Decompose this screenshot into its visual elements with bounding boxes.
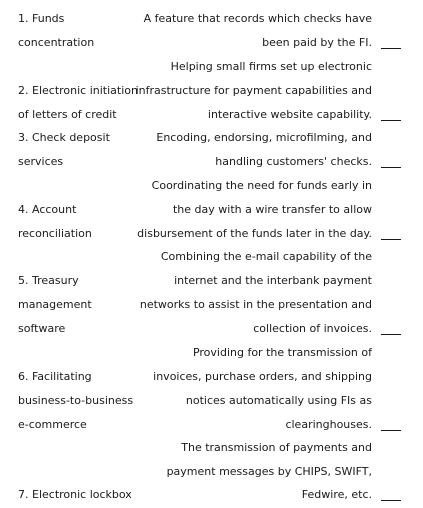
answer-blank[interactable] [381, 334, 401, 335]
description-6-line: invoices, purchase orders, and shipping [153, 370, 372, 383]
description-5-line: Combining the e-mail capability of the [160, 250, 372, 263]
term-5-line: software [18, 322, 66, 335]
description-2-line: interactive website capability. [207, 108, 372, 121]
description-2-line: Helping small firms set up electronic [170, 60, 372, 73]
description-4-line: Coordinating the need for funds early in [151, 179, 372, 192]
answer-blank[interactable] [381, 48, 401, 49]
description-6-line: Providing for the transmission of [192, 346, 372, 359]
term-3-line: services [18, 155, 64, 168]
answer-blank[interactable] [381, 167, 401, 168]
term-5-line: 5. Treasury [18, 274, 79, 287]
term-1-line: concentration [18, 36, 95, 49]
term-6-line: e-commerce [18, 418, 87, 431]
description-1-line: A feature that records which checks have [143, 12, 372, 25]
term-7-line: 7. Electronic lockbox [18, 488, 132, 501]
answer-blank[interactable] [381, 500, 401, 501]
description-5-line: networks to assist in the presentation and [139, 298, 372, 311]
answer-blank[interactable] [381, 120, 401, 121]
answer-blank[interactable] [381, 430, 401, 431]
term-6-line: 6. Facilitating [18, 370, 92, 383]
description-1-line: been paid by the FI. [262, 36, 372, 49]
term-2-line: 2. Electronic initiation [18, 84, 138, 97]
term-4-line: reconciliation [18, 227, 92, 240]
term-4-line: 4. Account [18, 203, 77, 216]
description-7-line: payment messages by CHIPS, SWIFT, [166, 465, 372, 478]
term-2-line: of letters of credit [18, 108, 117, 121]
answer-blank[interactable] [381, 239, 401, 240]
term-6-line: business-to-business [18, 394, 134, 407]
description-4-line: the day with a wire transfer to allow [172, 203, 372, 216]
description-5-line: collection of invoices. [253, 322, 372, 335]
term-5-line: management [18, 298, 92, 311]
description-7-line: The transmission of payments and [181, 441, 372, 454]
description-2-line: infrastructure for payment capabilities and [135, 84, 372, 97]
description-5-line: internet and the interbank payment [174, 274, 372, 287]
term-1-line: 1. Funds [18, 12, 65, 25]
description-6-line: clearinghouses. [285, 418, 372, 431]
description-3-line: Encoding, endorsing, microfilming, and [156, 131, 372, 144]
term-3-line: 3. Check deposit [18, 131, 110, 144]
description-4-line: disbursement of the funds later in the day. [137, 227, 372, 240]
description-3-line: handling customers' checks. [215, 155, 372, 168]
description-7-line: Fedwire, etc. [301, 488, 372, 501]
description-6-line: notices automatically using FIs as [185, 394, 372, 407]
